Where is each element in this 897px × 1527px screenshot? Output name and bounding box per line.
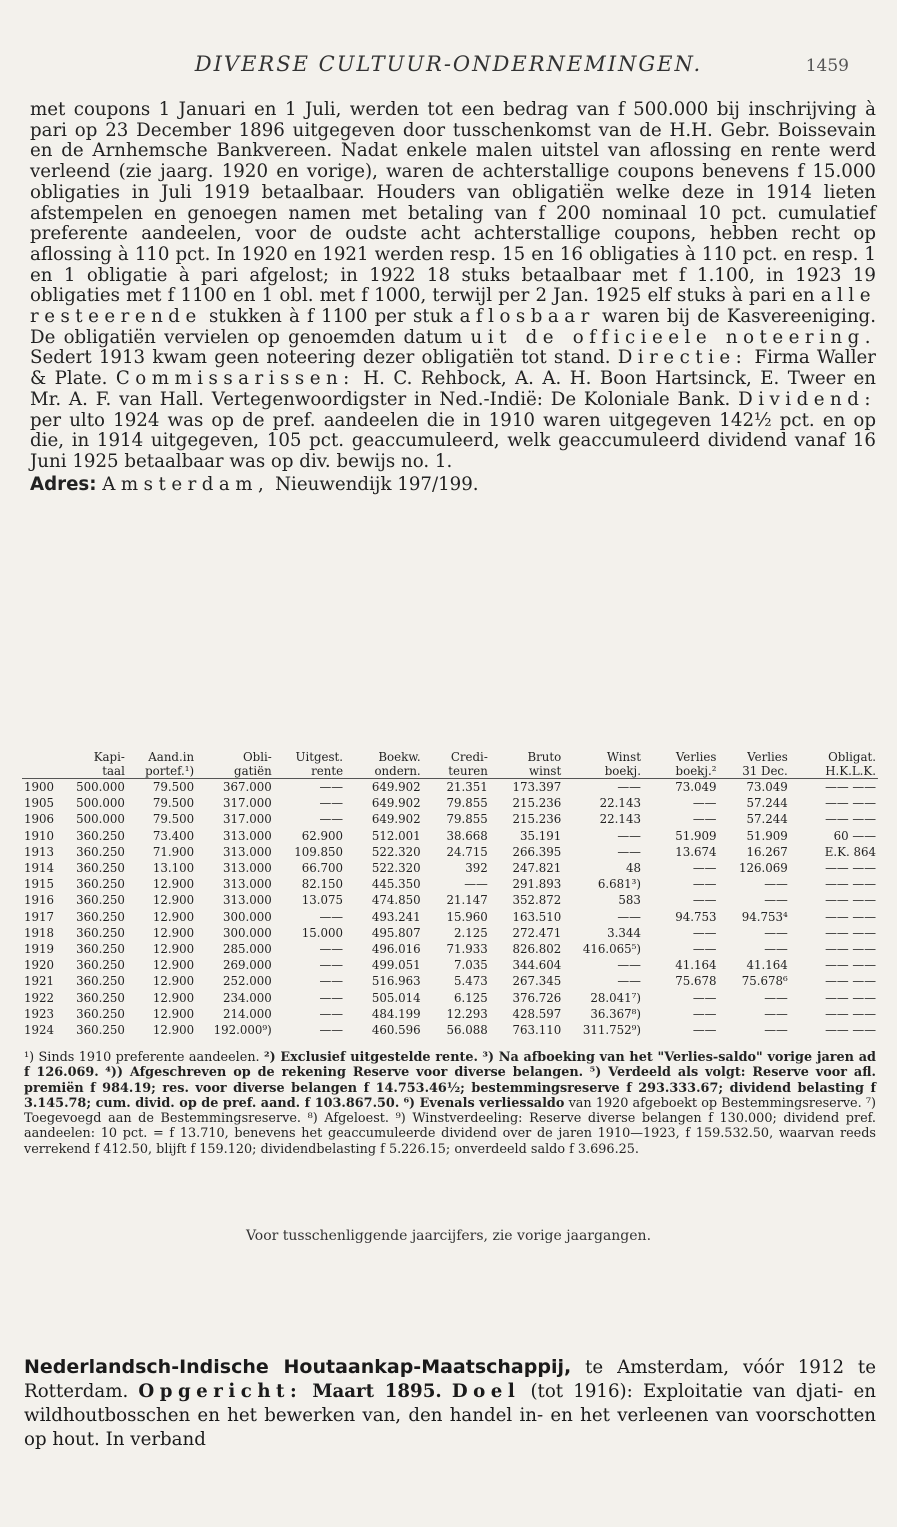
table-cell: 12.900 bbox=[152, 958, 195, 973]
row-year: 1922 bbox=[24, 990, 55, 1005]
table-cell: 247.821 bbox=[512, 861, 562, 876]
table-cell: 16.267 bbox=[746, 844, 788, 859]
table-cell: 313.000 bbox=[222, 828, 272, 843]
column-subheader: teuren bbox=[423, 764, 490, 779]
table-cell: 360.250 bbox=[76, 861, 125, 876]
company-name: Nederlandsch-Indische Houtaankap-Maatschappij, bbox=[24, 1356, 572, 1378]
table-cell: 57.244 bbox=[746, 796, 788, 811]
column-subheader: winst bbox=[490, 764, 563, 779]
column-subheader: ondern. bbox=[345, 764, 423, 779]
table-cell: 73.049 bbox=[675, 780, 717, 794]
table-cell: 22.143 bbox=[599, 812, 641, 827]
table-cell: —— —— bbox=[825, 942, 876, 957]
spaced-uit-noteering: uit de officieele noteering. bbox=[470, 326, 876, 348]
paragraph-text: Sedert 1913 kwam geen noteering dezer obligatiën tot stand. bbox=[30, 347, 611, 369]
row-year: 1906 bbox=[24, 812, 55, 827]
row-year: 1924 bbox=[24, 1023, 55, 1038]
table-cell: —— bbox=[764, 990, 788, 1005]
table-cell: 215.236 bbox=[512, 796, 562, 811]
table-cell: —— bbox=[692, 812, 717, 827]
table-cell: —— —— bbox=[825, 893, 876, 908]
table-cell: 360.250 bbox=[76, 925, 125, 940]
table-cell: 376.726 bbox=[512, 990, 562, 1005]
table-cell: 300.000 bbox=[222, 925, 272, 940]
table-cell: 12.900 bbox=[152, 909, 195, 924]
table-cell: 763.110 bbox=[512, 1023, 562, 1038]
table-cell: 495.807 bbox=[371, 925, 421, 940]
address-line bbox=[30, 475, 876, 496]
table-cell: 360.250 bbox=[76, 990, 125, 1005]
table-cell: 62.900 bbox=[301, 828, 344, 843]
table-cell: 15.960 bbox=[446, 909, 488, 924]
table-row bbox=[22, 779, 878, 796]
table-cell: —— bbox=[692, 877, 717, 892]
spaced-word-aflosbaar: aflosbaar bbox=[459, 306, 595, 328]
row-year: 1910 bbox=[24, 828, 55, 843]
footnote-3: ³) Na afboeking van het "Verlies-saldo" vorige jaren ad f 126.069. bbox=[24, 1050, 876, 1081]
table-cell: 649.902 bbox=[371, 812, 421, 827]
commissarissen-value: H. C. Rehbock, A. A. H. Boon Hartsinck, E. Tweer en Mr. A. F. van Hall. bbox=[30, 368, 876, 410]
table-cell: 79.500 bbox=[152, 780, 195, 794]
table-cell: 360.250 bbox=[76, 1006, 125, 1021]
table-cell: 360.250 bbox=[76, 877, 125, 892]
table-cell: 2.125 bbox=[454, 925, 488, 940]
table-cell: 496.016 bbox=[371, 942, 421, 957]
row-year: 1918 bbox=[24, 925, 55, 940]
adres-city: Amsterdam, bbox=[102, 473, 270, 495]
adres-label: Adres: bbox=[30, 473, 97, 495]
table-header-row-1 bbox=[22, 750, 878, 764]
table-cell: 416.065⁵) bbox=[582, 942, 641, 957]
table-cell: —— —— bbox=[825, 861, 876, 876]
row-year: 1905 bbox=[24, 796, 55, 811]
column-header: Verlies bbox=[675, 750, 717, 764]
table-cell: 28.041⁷) bbox=[590, 990, 641, 1005]
table-cell: —— bbox=[764, 1006, 788, 1021]
table-row bbox=[22, 941, 878, 957]
row-year: 1913 bbox=[24, 844, 55, 859]
table-cell: —— bbox=[617, 974, 641, 989]
table-cell: 57.244 bbox=[746, 812, 788, 827]
table-cell: 214.000 bbox=[222, 1006, 272, 1021]
table-cell: 300.000 bbox=[222, 909, 272, 924]
table-cell: 360.250 bbox=[76, 893, 125, 908]
table-cell: —— bbox=[764, 877, 788, 892]
table-cell: —— bbox=[617, 958, 641, 973]
table-cell: —— bbox=[319, 974, 344, 989]
company-description bbox=[30, 100, 876, 495]
table-cell: 75.678 bbox=[675, 974, 717, 989]
table-cell: 474.850 bbox=[371, 893, 421, 908]
dividend-label: Dividend: bbox=[738, 388, 876, 410]
table-cell: 192.000⁹) bbox=[213, 1023, 272, 1038]
table-cell: 13.674 bbox=[675, 844, 717, 859]
table-cell: 21.351 bbox=[446, 780, 488, 794]
table-cell: 516.963 bbox=[371, 974, 421, 989]
table-cell: —— bbox=[692, 796, 717, 811]
table-cell: 51.909 bbox=[675, 828, 717, 843]
column-header: Obli- bbox=[242, 750, 272, 764]
table-cell: 109.850 bbox=[294, 844, 344, 859]
table-cell: 82.150 bbox=[301, 877, 344, 892]
table-cell: —— —— bbox=[825, 974, 876, 989]
table-cell: 313.000 bbox=[222, 893, 272, 908]
table-cell: 285.000 bbox=[222, 942, 272, 957]
interim-figures-note: Voor tusschenliggende jaarcijfers, zie vorige jaargangen. bbox=[245, 1228, 652, 1244]
table-cell: 344.604 bbox=[512, 958, 562, 973]
table-cell: 73.400 bbox=[152, 828, 195, 843]
table-cell: 3.344 bbox=[607, 925, 641, 940]
row-year: 1917 bbox=[24, 909, 55, 924]
table-cell: —— bbox=[764, 942, 788, 957]
table-cell: 94.753⁴ bbox=[741, 909, 788, 924]
table-cell: 79.500 bbox=[152, 796, 195, 811]
column-subheader bbox=[22, 764, 60, 779]
table-cell: —— bbox=[319, 780, 344, 794]
table-cell: 12.900 bbox=[152, 877, 195, 892]
spaced-word-alle: alle bbox=[820, 285, 876, 307]
table-cell: 12.900 bbox=[152, 893, 195, 908]
table-cell: —— bbox=[692, 990, 717, 1005]
table-cell: —— bbox=[764, 925, 788, 940]
table-cell: 12.900 bbox=[152, 925, 195, 940]
table-cell: 79.855 bbox=[446, 796, 488, 811]
paragraph-text: Vertegenwoordigster in Ned.-Indië: De Koloniale Bank. bbox=[211, 388, 731, 410]
table-cell: 360.250 bbox=[76, 1023, 125, 1038]
row-year: 1916 bbox=[24, 893, 55, 908]
table-cell: 583 bbox=[618, 893, 641, 908]
table-cell: —— bbox=[319, 942, 344, 957]
table-cell: —— bbox=[764, 893, 788, 908]
footnote-1: ¹) Sinds 1910 preferente aandeelen. bbox=[24, 1050, 260, 1065]
page-number: 1459 bbox=[805, 56, 849, 76]
table-cell: 15.000 bbox=[301, 925, 344, 940]
column-header: Aand.in bbox=[148, 750, 195, 764]
table-cell: 60 —— bbox=[833, 828, 876, 843]
table-cell: 56.088 bbox=[446, 1023, 488, 1038]
table-cell: —— —— bbox=[825, 1023, 876, 1038]
directie-label: Directie: bbox=[617, 347, 748, 369]
table-cell: 499.051 bbox=[371, 958, 421, 973]
table-cell: 79.855 bbox=[446, 812, 488, 827]
opgericht-value: Maart 1895. bbox=[312, 1381, 442, 1402]
table-cell: —— —— bbox=[825, 990, 876, 1005]
column-subheader: rente bbox=[274, 764, 345, 779]
page-header bbox=[0, 52, 897, 82]
table-cell: 360.250 bbox=[76, 942, 125, 957]
column-header: Verlies bbox=[747, 750, 788, 764]
table-cell: 522.320 bbox=[371, 844, 421, 859]
table-cell: —— bbox=[617, 909, 641, 924]
row-year: 1914 bbox=[24, 861, 55, 876]
table-cell: 428.597 bbox=[512, 1006, 562, 1021]
running-title: DIVERSE CULTUUR-ONDERNEMINGEN. bbox=[194, 52, 703, 76]
row-year: 1915 bbox=[24, 877, 55, 892]
commissarissen-label: Commissarissen: bbox=[115, 368, 355, 390]
table-cell: 12.900 bbox=[152, 990, 195, 1005]
next-company-entry bbox=[24, 1355, 876, 1452]
row-year: 1900 bbox=[24, 780, 55, 794]
table-cell: 360.250 bbox=[76, 958, 125, 973]
table-cell: 360.250 bbox=[76, 974, 125, 989]
column-header: Winst bbox=[606, 750, 641, 764]
company-text: te Amsterdam, vóór 1912 te Rotterdam. bbox=[24, 1357, 876, 1402]
table-cell: 71.933 bbox=[446, 942, 488, 957]
table-cell: 500.000 bbox=[76, 796, 125, 811]
footnotes bbox=[24, 1050, 876, 1157]
table-row bbox=[22, 795, 878, 811]
table-cell: 313.000 bbox=[222, 861, 272, 876]
table-header-row-2 bbox=[22, 764, 878, 779]
table-cell: 317.000 bbox=[222, 812, 272, 827]
table-row bbox=[22, 925, 878, 941]
table-cell: 360.250 bbox=[76, 909, 125, 924]
table-row bbox=[22, 957, 878, 973]
footnote-8: ⁸) Afgeloest. bbox=[307, 1111, 389, 1127]
table-cell: —— —— bbox=[825, 909, 876, 924]
spaced-word-resteerende: resteerende bbox=[30, 306, 202, 328]
table-cell: 500.000 bbox=[76, 780, 125, 794]
table-cell: 38.668 bbox=[446, 828, 488, 843]
table-cell: 12.900 bbox=[152, 1006, 195, 1021]
table-cell: 94.753 bbox=[675, 909, 717, 924]
opgericht-label: Opgericht: bbox=[138, 1381, 303, 1402]
column-subheader: boekj.² bbox=[643, 764, 719, 779]
table-cell: 51.909 bbox=[746, 828, 788, 843]
column-header: Bruto bbox=[527, 750, 562, 764]
table-cell: 269.000 bbox=[222, 958, 272, 973]
column-subheader: 31 Dec. bbox=[718, 764, 789, 779]
table-cell: 367.000 bbox=[222, 780, 272, 794]
table-cell: —— bbox=[692, 861, 717, 876]
column-header: Obligat. bbox=[828, 750, 876, 764]
table-cell: 266.395 bbox=[512, 844, 562, 859]
column-subheader: boekj. bbox=[563, 764, 643, 779]
table-cell: —— bbox=[692, 893, 717, 908]
column-header: Credi- bbox=[450, 750, 488, 764]
paragraph-text: waren bij de Kasvereeniging. De obligatiën vervielen op genoemden datum bbox=[30, 306, 876, 348]
table-cell: —— bbox=[464, 877, 488, 892]
table-cell: 512.001 bbox=[371, 828, 421, 843]
table-cell: 826.802 bbox=[512, 942, 562, 957]
row-year: 1921 bbox=[24, 974, 55, 989]
column-header: Kapi- bbox=[93, 750, 125, 764]
row-year: 1919 bbox=[24, 942, 55, 957]
table-cell: —— bbox=[692, 1023, 717, 1038]
table-cell: 522.320 bbox=[371, 861, 421, 876]
table-cell: 360.250 bbox=[76, 828, 125, 843]
table-row bbox=[22, 1006, 878, 1022]
table-cell: 484.199 bbox=[371, 1006, 421, 1021]
table-cell: —— bbox=[319, 909, 344, 924]
table-cell: 313.000 bbox=[222, 877, 272, 892]
column-subheader: H.K.L.K. bbox=[790, 764, 878, 779]
table-cell: 173.397 bbox=[512, 780, 562, 794]
column-subheader: portef.¹) bbox=[127, 764, 196, 779]
footnote-4: ⁴)) Afgeschreven op de rekening Reserve voor diverse belangen. bbox=[105, 1065, 584, 1081]
table-cell: —— bbox=[692, 942, 717, 957]
table-cell: 267.345 bbox=[512, 974, 562, 989]
table-cell: 41.164 bbox=[675, 958, 717, 973]
table-row bbox=[22, 844, 878, 860]
table-cell: —— —— bbox=[825, 780, 876, 794]
table-cell: 360.250 bbox=[76, 844, 125, 859]
table-cell: —— bbox=[319, 812, 344, 827]
table-cell: 12.900 bbox=[152, 974, 195, 989]
table-cell: —— bbox=[319, 1023, 344, 1038]
table-cell: —— —— bbox=[825, 796, 876, 811]
table-cell: 12.900 bbox=[152, 1023, 195, 1038]
table-cell: 649.902 bbox=[371, 796, 421, 811]
table-cell: 12.900 bbox=[152, 942, 195, 957]
paragraph-text: stukken à f 1100 per stuk bbox=[208, 306, 453, 328]
column-subheader: gatiën bbox=[196, 764, 274, 779]
table-cell: 35.191 bbox=[519, 828, 562, 843]
table-cell: E.K. 864 bbox=[824, 844, 876, 859]
table-cell: —— bbox=[319, 796, 344, 811]
table-cell: 392 bbox=[465, 861, 488, 876]
dividend-value: per ulto 1924 was op de pref. aandeelen die in 1910 waren uitgegeven 142½ pct. en op die, in 1914 uitgegeven, 105 pct. geaccumuleerd, welk geaccumuleerd dividend vanaf 16 Juni 1925 betaalbaar was op div. bewijs no. 1. bbox=[30, 409, 876, 472]
table-cell: 79.500 bbox=[152, 812, 195, 827]
table-cell: 6.125 bbox=[454, 990, 488, 1005]
table-cell: 71.900 bbox=[152, 844, 195, 859]
directie-value: Firma Waller & Plate. bbox=[30, 347, 876, 390]
table-cell: 445.350 bbox=[371, 877, 421, 892]
table-cell: 649.902 bbox=[371, 780, 421, 794]
table-cell: 36.367⁸) bbox=[590, 1006, 641, 1021]
table-cell: —— bbox=[764, 1023, 788, 1038]
table-cell: 215.236 bbox=[512, 812, 562, 827]
table-cell: 75.678⁶ bbox=[741, 974, 788, 989]
adres-street: Nieuwendijk 197/199. bbox=[275, 473, 479, 495]
column-header: Uitgest. bbox=[295, 750, 344, 764]
table-cell: 7.035 bbox=[454, 958, 488, 973]
table-cell: 126.069 bbox=[739, 861, 788, 876]
table-cell: 12.293 bbox=[446, 1006, 488, 1021]
table-cell: —— bbox=[617, 780, 641, 794]
table-cell: —— —— bbox=[825, 812, 876, 827]
table-cell: —— bbox=[617, 844, 641, 859]
table-cell: —— bbox=[692, 925, 717, 940]
table-cell: 5.473 bbox=[454, 974, 488, 989]
footnote-5: ⁵) Verdeeld als volgt: Reserve voor afl. premiën f 984.19; res. voor diverse belangen f 14.753.46½; bestemmingsreserve f 293.333.67; dividend belasting f 3.145.78; cum. divid. op de pref. aand. f 103.867.50. bbox=[24, 1065, 876, 1111]
table-cell: 13.075 bbox=[301, 893, 344, 908]
footnote-6: ⁶) Evenals verliessaldo bbox=[403, 1095, 565, 1111]
table-cell: —— —— bbox=[825, 958, 876, 973]
table-cell: 460.596 bbox=[371, 1023, 421, 1038]
financial-table bbox=[22, 750, 878, 1038]
table-row bbox=[22, 1022, 878, 1038]
paragraph-text: met coupons 1 Januari en 1 Juli, werden tot een bedrag van f 500.000 bij inschrijving à pari op 23 December 1896 uitgegeven door tusschenkomst van de H.H. Gebr. Boissevain en de Arnhemsche Bankvereen. Nadat enkele malen uitstel van aflossing en rente werd verleend (zie jaarg. 1920 en vorige), waren de achterstallige coupons benevens f 15.000 obligaties in Juli 1919 betaalbaar. Houders van obligatiën welke deze in 1914 lieten afstempelen en genoegen namen met betaling van f 200 nominaal 10 pct. cumulatief preferente aandeelen, voor de oudste acht achterstallige coupons, hebben recht op aflossing à 110 pct. In 1920 en 1921 werden resp. 15 en 16 obligaties à 110 pct. en resp. 1 en 1 obligatie à pari afgelost; in 1922 18 stuks betaalbaar met f 1.100, in 1923 19 obligaties met f 1100 en 1 obl. met f 1000, terwijl per 2 Jan. 1925 elf stuks à pari en bbox=[30, 99, 876, 307]
table-cell: —— bbox=[617, 828, 641, 843]
table-cell: —— —— bbox=[825, 877, 876, 892]
table-row bbox=[22, 909, 878, 925]
row-year: 1920 bbox=[24, 958, 55, 973]
table-cell: —— bbox=[692, 1006, 717, 1021]
table-row bbox=[22, 860, 878, 876]
table-cell: 352.872 bbox=[512, 893, 562, 908]
table-cell: 252.000 bbox=[222, 974, 272, 989]
table-cell: 311.752⁹) bbox=[582, 1023, 641, 1038]
table-cell: —— bbox=[319, 958, 344, 973]
table-cell: 493.241 bbox=[371, 909, 421, 924]
table-cell: 73.049 bbox=[746, 780, 788, 794]
footnote-6-rest: van 1920 afgeboekt op Bestemmingsreserve. bbox=[568, 1095, 862, 1111]
doel-label: Doel bbox=[451, 1381, 521, 1402]
table-cell: 21.147 bbox=[446, 893, 488, 908]
table-cell: 48 bbox=[625, 861, 641, 876]
table-row bbox=[22, 973, 878, 989]
table-cell: 13.100 bbox=[152, 861, 195, 876]
table-row bbox=[22, 828, 878, 844]
column-header: Boekw. bbox=[378, 750, 421, 764]
table-body bbox=[22, 779, 878, 1039]
table-cell: 313.000 bbox=[222, 844, 272, 859]
table-row bbox=[22, 876, 878, 892]
table-row bbox=[22, 811, 878, 827]
table-cell: 291.893 bbox=[512, 877, 562, 892]
table-cell: —— —— bbox=[825, 925, 876, 940]
row-year: 1923 bbox=[24, 1006, 55, 1021]
table-cell: —— bbox=[319, 1006, 344, 1021]
table-cell: 163.510 bbox=[512, 909, 562, 924]
table-row bbox=[22, 892, 878, 908]
table-cell: 505.014 bbox=[371, 990, 421, 1005]
company-text-2: (tot 1916): Exploitatie van djati- en wildhoutbosschen en het bewerken van, den handel in- en het verleenen van voorschotten op hout. In verband bbox=[24, 1381, 876, 1450]
column-header bbox=[22, 750, 60, 764]
table-cell: 6.681³) bbox=[597, 877, 641, 892]
table-cell: 24.715 bbox=[446, 844, 488, 859]
table-cell: —— —— bbox=[825, 1006, 876, 1021]
table-cell: 66.700 bbox=[301, 861, 344, 876]
table-cell: 22.143 bbox=[599, 796, 641, 811]
table-cell: —— bbox=[319, 990, 344, 1005]
column-subheader: taal bbox=[60, 764, 127, 779]
table-row bbox=[22, 990, 878, 1006]
table-cell: 500.000 bbox=[76, 812, 125, 827]
table-cell: 272.471 bbox=[512, 925, 562, 940]
table-cell: 41.164 bbox=[746, 958, 788, 973]
footnote-2: ²) Exclusief uitgestelde rente. bbox=[264, 1050, 479, 1065]
table-cell: 317.000 bbox=[222, 796, 272, 811]
footnote-9: ⁹) Winstverdeeling: Reserve diverse belangen f 130.000; dividend pref. aandeelen: 10 pct. = f 13.710, benevens het geaccumuleerde dividend over de jaren 1910—1923, f 159.532.50, waarvan reeds verrekend f 412.50, blijft f 159.120; dividendbelasting f 5.226.15; onverdeeld saldo f 3.696.25. bbox=[24, 1111, 877, 1157]
footnote-7: ⁷) Toegevoegd aan de Bestemmingsreserve. bbox=[24, 1095, 876, 1127]
table-cell: 234.000 bbox=[222, 990, 272, 1005]
